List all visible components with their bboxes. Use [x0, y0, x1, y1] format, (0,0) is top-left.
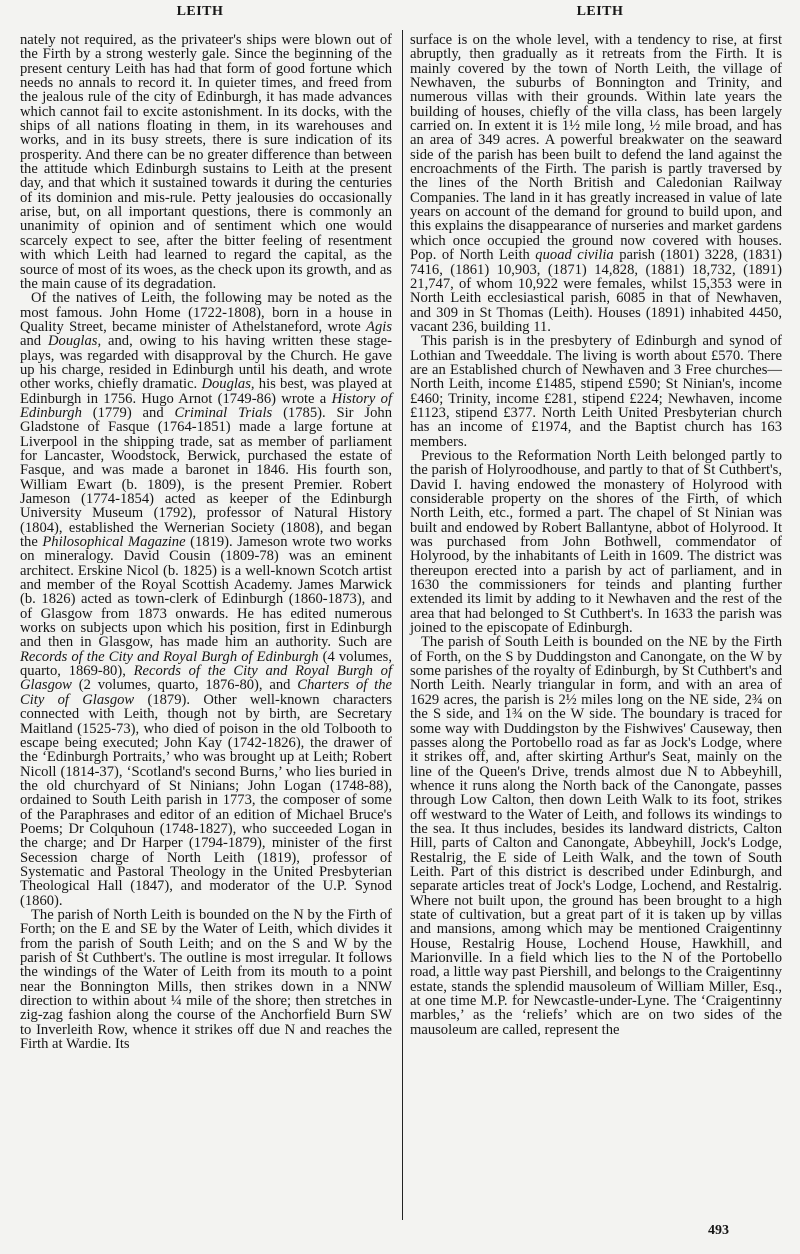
body-text: This parish is in the presbytery of Edinburgh and synod of Lothian and Tweeddale. The living is worth about £570. There are an Established church of Newhaven and 3 Free churches—North Leith, income £1485, stipend £590; St Ninian's, income £460; Trinity, income £281, stipend £224; Newhaven, income £1123, stipend £377. North Leith United Presbyterian church has an income of £1974, and the Baptist church has 163 members.: [410, 333, 782, 450]
body-text: (2 volumes, quarto, 1876-80), and: [71, 677, 298, 694]
body-text: and, owing to his having written these stage-plays, was regarded with disapproval by the Church. He gave up his charge, resided in Edinburgh until his death, and wrote other works, chiefly dramatic.: [20, 333, 392, 393]
body-text: Previous to the Reformation North Leith belonged partly to the parish of Holyroodhouse, and partly to that of St Cuthbert's, David I. having endowed the monastery of Holyrood with considerable property on the shores of the Firth, of which North Leith, etc., formed a part. The chapel of St Ninian was built and endowed by Robert Ballantyne, abbot of Holyrood. It was purchased from John Bothwell, commendator of Holyrood, by the inhabitants of Leith in 1609. The district was thereupon erected into a parish by act of parliament, and in 1630 the commissioners for teinds and planting further extended its limit by adding to it Newhaven and the rest of the area that had belonged to St Cuthbert's. In 1633 the parish was joined to the episcopate of Edinburgh.: [410, 447, 782, 637]
right-column: [410, 33, 782, 1037]
italic-title-text: Charters of the City of Glasgow: [20, 677, 392, 708]
paragraph: [20, 908, 392, 1051]
italic-title-text: Records of the City and Royal Burgh of Edinburgh: [20, 648, 319, 665]
body-text: (1819). Jameson wrote two works on mineralogy. David Cousin (1809-78) was an eminent architect. Erskine Nicol (b. 1825) is a well-known Scotch artist and member of the Royal Scottish Academy. James Marwick (b. 1826) acted as town-clerk of Edinburgh (1860-1873), and of Glasgow from 1873 onwards. He has edited numerous works on subjects upon which his position, first in Edinburgh and then in Glasgow, has made him an authority. Such are: [20, 534, 392, 651]
paragraph: [410, 334, 782, 449]
body-text: surface is on the whole level, with a tendency to rise, at first abruptly, then gradually as it retreats from the Firth. It is mainly covered by the town of North Leith, the village of Newhaven, the suburbs of Bonnington and Trinity, and numerous villas with their grounds. Within late years the building of houses, chiefly of the villa class, has been largely carried on. In extent it is 1½ mile long, ½ mile broad, and has an area of 349 acres. A powerful breakwater on the seaward side of the parish has been built to defend the land against the encroachments of the Firth. The parish is partly traversed by the lines of the North British and Caledonian Railway Companies. The land in it has greatly increased in value of late years on account of the demand for ground to build upon, and this explains the disappearance of nurseries and market gardens which once occupied the ground now covered with houses. Pop. of North Leith: [410, 32, 782, 264]
running-head-left: LEITH: [176, 4, 224, 19]
body-text: Of the natives of Leith, the following may be noted as the most famous. John Home (1722-1808), born in a house in Quality Street, became minister of Athelstaneford, wrote: [20, 290, 392, 335]
left-column: [20, 33, 392, 1051]
body-text: The parish of South Leith is bounded on the NE by the Firth of Forth, on the S by Duddingston and Canongate, on the W by some parishes of the royalty of Edinburgh, by St Cuthbert's and North Leith. Nearly triangular in form, and with an area of 1629 acres, the parish is 2½ miles long on the NE side, 2¾ on the S side, and 1¾ on the W side. The boundary is traced for some way with Duddingston by the Fishwives' Causeway, then passes along the Portobello road as far as Jock's Lodge, where it strikes off, and, after skirting Arthur's Seat, mainly on the line of the Queen's Drive, trends almost due N to Abbeyhill, whence it runs along the North back of the Canongate, passes through Low Calton, then down Leith Walk to its foot, strikes off westward to the Water of Leith, and follows its windings to the sea. It thus includes, besides its landward districts, Calton Hill, parts of Calton and Canongate, Abbeyhill, Jock's Lodge, Restalrig, the E side of Leith Walk, and the town of South Leith. Part of this district is described under Edinburgh, and separate articles treat of Jock's Lodge, Lochend, and Restalrig. Where not built upon, the ground has been brought to a high state of cultivation, but a great part of it is taken up by villas and mansions, among which may be mentioned Craigentinny House, Restalrig House, Lochend House, Hawkhill, and Marionville. In a field which lies to the N of the Portobello road, a little way past Piershill, and belongs to the Craigentinny estate, stands the splendid mausoleum of William Miller, Esq., at one time M.P. for Newcastle-under-Lyne. The ‘Craigentinny marbles,’ as the ‘reliefs’ which are on two sides of the mausoleum are called, represent the: [410, 634, 782, 1038]
body-text: and: [20, 333, 48, 350]
paragraph: [410, 635, 782, 1037]
column-divider: [402, 30, 403, 1220]
italic-title-text: History of Edinburgh: [20, 390, 392, 421]
body-text: parish (1801) 3228, (1831) 7416, (1861) 10,903, (1871) 14,828, (1881) 18,732, (1891) 21,747, of whom 10,922 were females, whilst 15,353 were in North Leith ecclesiastical parish, 6085 in that of Newhaven, and 309 in St Thomas (Leith). Houses (1891) inhabited 4450, vacant 236, building 11.: [410, 247, 782, 335]
paragraph: [410, 449, 782, 635]
paragraph: [410, 33, 782, 334]
italic-title-text: quoad civilia: [535, 247, 614, 264]
body-text: (1879). Other well-known characters connected with Leith, though not by birth, are Secretary Maitland (1525-73), who died of poison in the old Tolbooth to escape being executed; John Kay (1742-1826), the drawer of the ‘Edinburgh Portraits,’ who was brought up at Leith; Robert Nicoll (1814-37), ‘Scotland's second Burns,’ who lies buried in the old churchyard of St Ninians; John Logan (1748-88), ordained to South Leith parish in 1773, the composer of some of the Paraphrases and editor of an edition of Michael Bruce's Poems; Dr Colquhoun (1748-1827), who succeeded Logan in the charge; and Dr Harper (1794-1879), minister of the first Secession charge of North Leith (1819), professor of Systematic and Pastoral Theology in the United Presbyterian Theological Hall (1847), and moderator of the U.P. Synod (1860).: [20, 691, 392, 909]
body-text: nately not required, as the privateer's ships were blown out of the Firth by a strong westerly gale. Since the beginning of the present century Leith has had that form of good fortune which needs no annals to record it. In quieter times, and freed from the jealous rule of the city of Edinburgh, it has made advances which cannot fail to excite astonishment. In its docks, with the ships of all nations floating in them, in its warehouses and works, and in its busy streets, there is sure indication of its prosperity. And there can be no greater difference than between the attitude which Edinburgh sustains to Leith at the present day, and that which it sustained towards it during the centuries of its dominion and mis-rule. Petty jealousies do occasionally arise, but, on all important questions, there is commonly an unanimity of opinion and of sentiment which one would scarcely expect to see, after the bitter feeling of resentment with which Leith had learned to regard the capital, as the source of most of its woes, as the check upon its growth, and as the main cause of its degradation.: [20, 32, 392, 292]
paragraph: [20, 291, 392, 908]
italic-title-text: Criminal Trials: [174, 404, 273, 421]
italic-title-text: Records of the City and Royal Burgh of Glasgow: [20, 663, 392, 694]
running-head-right: LEITH: [576, 4, 624, 19]
body-text: (1779) and: [81, 404, 175, 421]
page-number: 493: [708, 1223, 729, 1238]
italic-title-text: Douglas,: [48, 333, 102, 350]
italic-title-text: Douglas,: [201, 376, 255, 393]
body-text: The parish of North Leith is bounded on the N by the Firth of Forth; on the E and SE by the Water of Leith, which divides it from the parish of South Leith; and on the S and W by the parish of St Cuthbert's. The outline is most irregular. It follows the windings of the Water of Leith from its mouth to a point near the Bonnington Mills, then strikes down in a NNW direction to within about ¼ mile of the shore; then stretches in zig-zag fashion along the course of the Anchorfield Burn SW to Inverleith Row, whence it strikes off due N and reaches the Firth at Wardie. Its: [20, 906, 392, 1053]
paragraph: [20, 33, 392, 291]
body-text: his best, was played at Edinburgh in 1756. Hugo Arnot (1749-86) wrote a: [20, 376, 392, 407]
body-text: (1785). Sir John Gladstone of Fasque (1764-1851) made a large fortune at Liverpool in the shipping trade, sat as member of parliament for Lancaster, Woodstock, Berwick, purchased the estate of Fasque, and was made a baronet in 1846. His fourth son, William Ewart (b. 1809), is the present Premier. Robert Jameson (1774-1854) acted as keeper of the Edinburgh University Museum (1792), professor of Natural History (1804), established the Wernerian Society (1808), and began the: [20, 404, 392, 551]
italic-title-text: Philosophical Magazine: [42, 534, 186, 551]
italic-title-text: Agis: [366, 318, 392, 335]
body-text: (4 volumes, quarto, 1869-80),: [20, 648, 392, 680]
